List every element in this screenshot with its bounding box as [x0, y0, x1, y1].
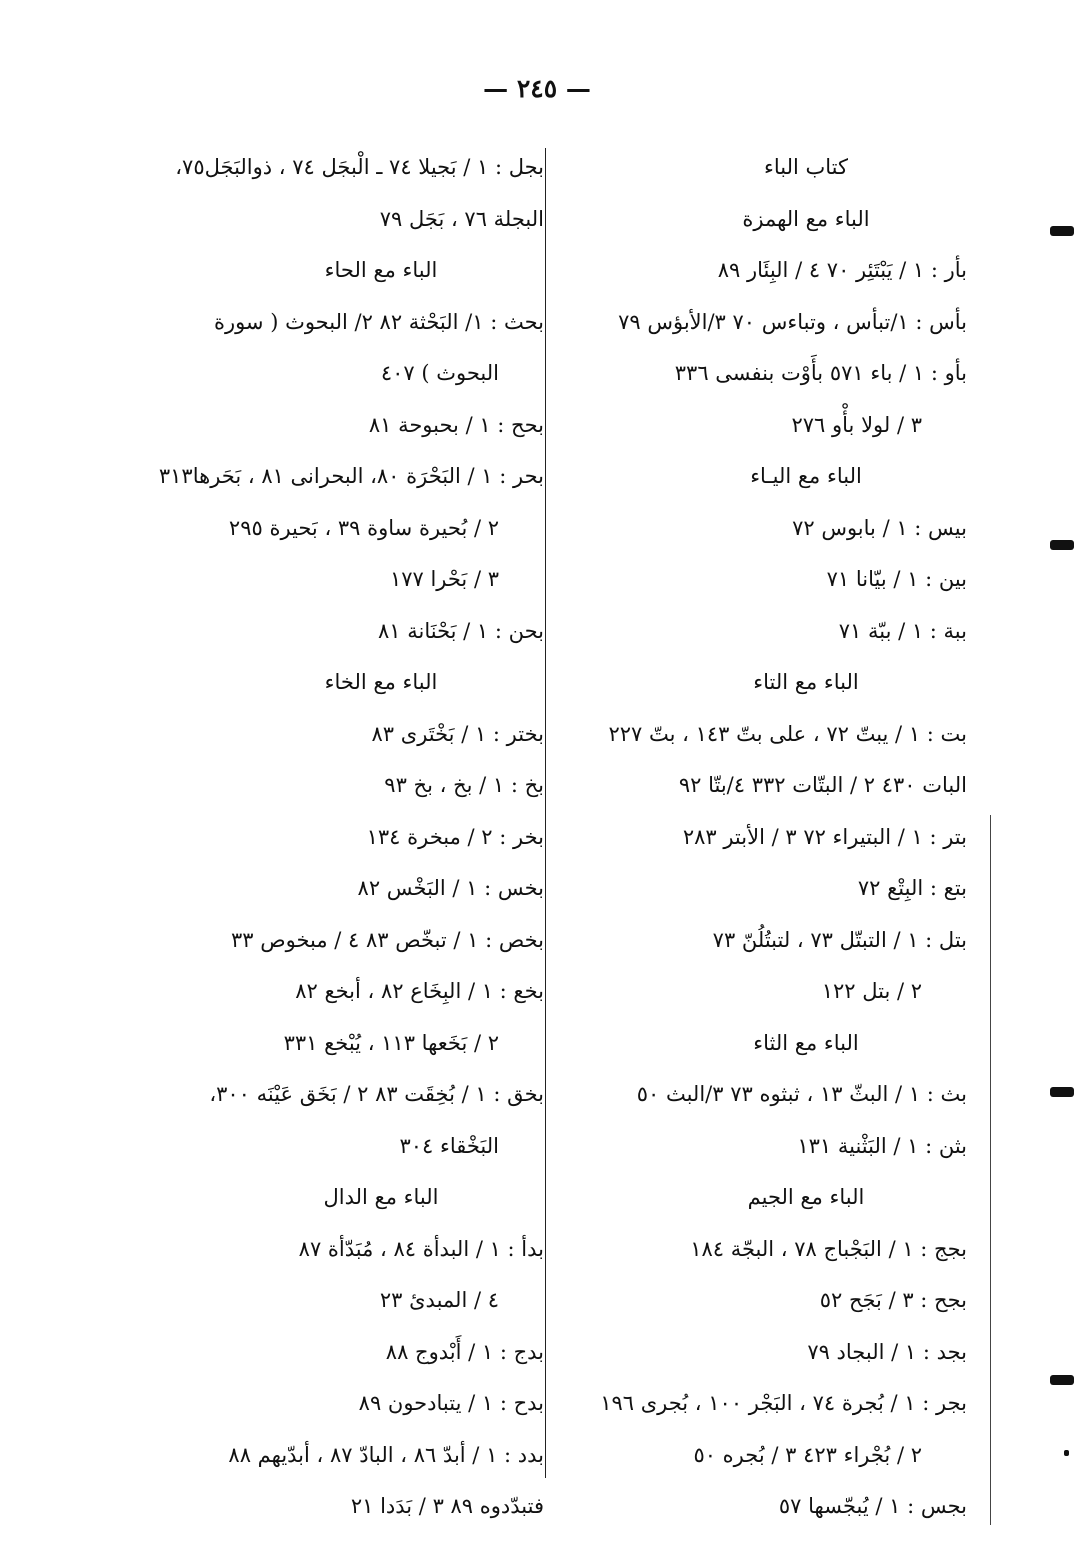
- index-continuation: البَخْقاء ٣٠٤: [399, 1133, 499, 1158]
- index-entry: بتل : ١ / التبتّل ٧٣ ، لتبتُلُنّ ٧٣: [712, 927, 967, 952]
- index-entry: بأس : ١/تبأس ، وتباءس ٧٠ ٣/الأبؤس ٧٩: [618, 309, 967, 334]
- margin-rule: [990, 815, 991, 1525]
- index-continuation: البحوث ) ٤٠٧: [380, 361, 499, 385]
- index-entry: بخ : ١ / بخ ، بخ ٩٣: [384, 773, 544, 797]
- index-entry: بخق : ١ / بُخِقَت ٨٣ ٢ / بَخَق عَيْنَه ٣٠٠،: [209, 1082, 544, 1106]
- section-heading: الباء مع الجيم: [747, 1185, 865, 1209]
- index-continuation: ٢ / بُحيرة ساوة ٣٩ ، بَحيرة ٢٩٥: [228, 515, 499, 540]
- margin-mark: [1050, 1087, 1074, 1097]
- index-entry: بت : ١ / يبتّ ٧٢ ، على بتّ ١٤٣ ، بتّ ٢٢٧: [608, 721, 967, 746]
- index-entry: بجح : ٣ / بَجَح ٥٢: [819, 1288, 967, 1312]
- index-entry: بحر : ١ / البَحْرَة ٨٠، البحرانى ٨١ ، بَحَرها٣١٣: [158, 464, 544, 488]
- section-heading: الباء مع التاء: [753, 670, 859, 694]
- index-continuation: ٢ / بُجْراء ٤٢٣ ٣ / بُجره ٥٠: [693, 1442, 922, 1467]
- section-heading: كتاب الباء: [763, 155, 849, 179]
- index-entry: بيس : ١ / بابوس ٧٢: [792, 515, 967, 540]
- index-entry: بدأ : ١ / البدأة ٨٤ ، مُبَدّأة ٨٧: [298, 1236, 544, 1261]
- index-entry: بأر : ١ / يَبْتَئِر ٧٠ ٤ / البِئَار ٨٩: [717, 258, 967, 282]
- index-entry: بجر : ١ / بُجرة ٧٤ ، البَجْر ١٠٠ ، بُجرى ١٩٦: [600, 1391, 967, 1415]
- index-entry: بحن : ١ / بَحْنَانة ٨١: [378, 618, 544, 643]
- index-entry: فتبدّدوه ٨٩ ٣ / بَدَدا ٢١: [350, 1494, 544, 1518]
- index-entry: بختر : ١ / بَخْتَرى ٨٣: [371, 721, 544, 746]
- index-entry: بجد : ١ / البجاد ٧٩: [807, 1339, 967, 1364]
- index-entry: بدح : ١ / يتبادحون ٨٩: [358, 1391, 544, 1415]
- margin-mark: [1050, 540, 1074, 550]
- index-entry: بجل : ١ / بَجيلا ٧٤ ـ الْبجَل ٧٤ ، ذوالبَجَل٧٥،: [175, 155, 544, 179]
- right-column: [545, 142, 967, 1533]
- section-heading: الباء مع الثاء: [753, 1030, 859, 1055]
- section-heading: الباء مع اليـاء: [750, 464, 862, 488]
- index-entry: بجج : ١ / البَجْباج ٧٨ ، البجّة ١٨٤: [690, 1236, 967, 1261]
- index-continuation: ٤ / المبدئ ٢٣: [379, 1288, 499, 1312]
- index-entry: بحث : ١/ البَحْثة ٨٢ ٢/ البحوث ( سورة: [213, 309, 544, 334]
- margin-mark: [1050, 226, 1074, 236]
- index-entry: البات ٤٣٠ ٢ / البتّات ٣٣٢ ٤/بتّا ٩٢: [678, 773, 967, 797]
- index-entry: بدج : ١ / أَبْدوج ٨٨: [385, 1339, 544, 1364]
- index-entry: بث : ١ / البثّ ١٣ ، ثبثوه ٧٣ ٣/البث ٥٠: [636, 1082, 967, 1106]
- index-entry: بين : ١ / بيّانا ٧١: [826, 567, 967, 591]
- index-entry: بأو : ١ / باء ٥٧١ بأَوْت بنفسى ٣٣٦: [674, 361, 967, 385]
- index-entry: بدد : ١ / أبدّ ٨٦ ، البادّ ٨٧ ، أبدّيهم ٨٨: [228, 1442, 544, 1467]
- index-continuation: ٣ / بَحْرا ١٧٧: [389, 567, 499, 591]
- section-heading: الباء مع الدال: [323, 1185, 439, 1209]
- section-heading: الباء مع الحاء: [324, 258, 438, 282]
- index-entry: ببة : ١ / ببّة ٧١: [838, 618, 967, 643]
- index-entry: البجلة ٧٦ ، بَجَل ٧٩: [379, 206, 544, 231]
- left-column: [118, 142, 544, 1533]
- index-entry: بتع : البِتْع ٧٢: [857, 876, 967, 900]
- index-continuation: ٢ / بَخَعها ١١٣ ، يُبْخع ٣٣١: [283, 1030, 499, 1055]
- page-number: — ٢٤٥ —: [483, 74, 591, 103]
- index-entry: بثن : ١ / البَثْنية ١٣١: [797, 1133, 967, 1158]
- margin-dot: [1064, 1450, 1069, 1456]
- index-entry: بحح : ١ / بحبوحة ٨١: [368, 412, 544, 437]
- index-entry: بخس : ١ / البَخْس ٨٢: [357, 876, 544, 900]
- index-entry: بتر : ١ / البتيراء ٧٢ ٣ / الأبتر ٢٨٣: [682, 824, 967, 849]
- index-entry: بخر : ٢ / مبخرة ١٣٤: [366, 824, 544, 849]
- index-entry: بجس : ١ / يُبجّسها ٥٧: [778, 1494, 967, 1518]
- index-continuation: ٢ / بتل ١٢٢: [821, 979, 922, 1003]
- index-continuation: ٣ / لولا بأْو ٢٧٦: [791, 412, 922, 437]
- index-entry: بخع : ١ / البِخَاع ٨٢ ، أبخع ٨٢: [295, 979, 544, 1003]
- margin-mark: [1050, 1375, 1074, 1385]
- section-heading: الباء مع الخاء: [324, 670, 438, 694]
- section-heading: الباء مع الهمزة: [742, 206, 870, 231]
- index-entry: بخص : ١ / تبخّص ٨٣ ٤ / مبخوص ٣٣: [231, 927, 544, 952]
